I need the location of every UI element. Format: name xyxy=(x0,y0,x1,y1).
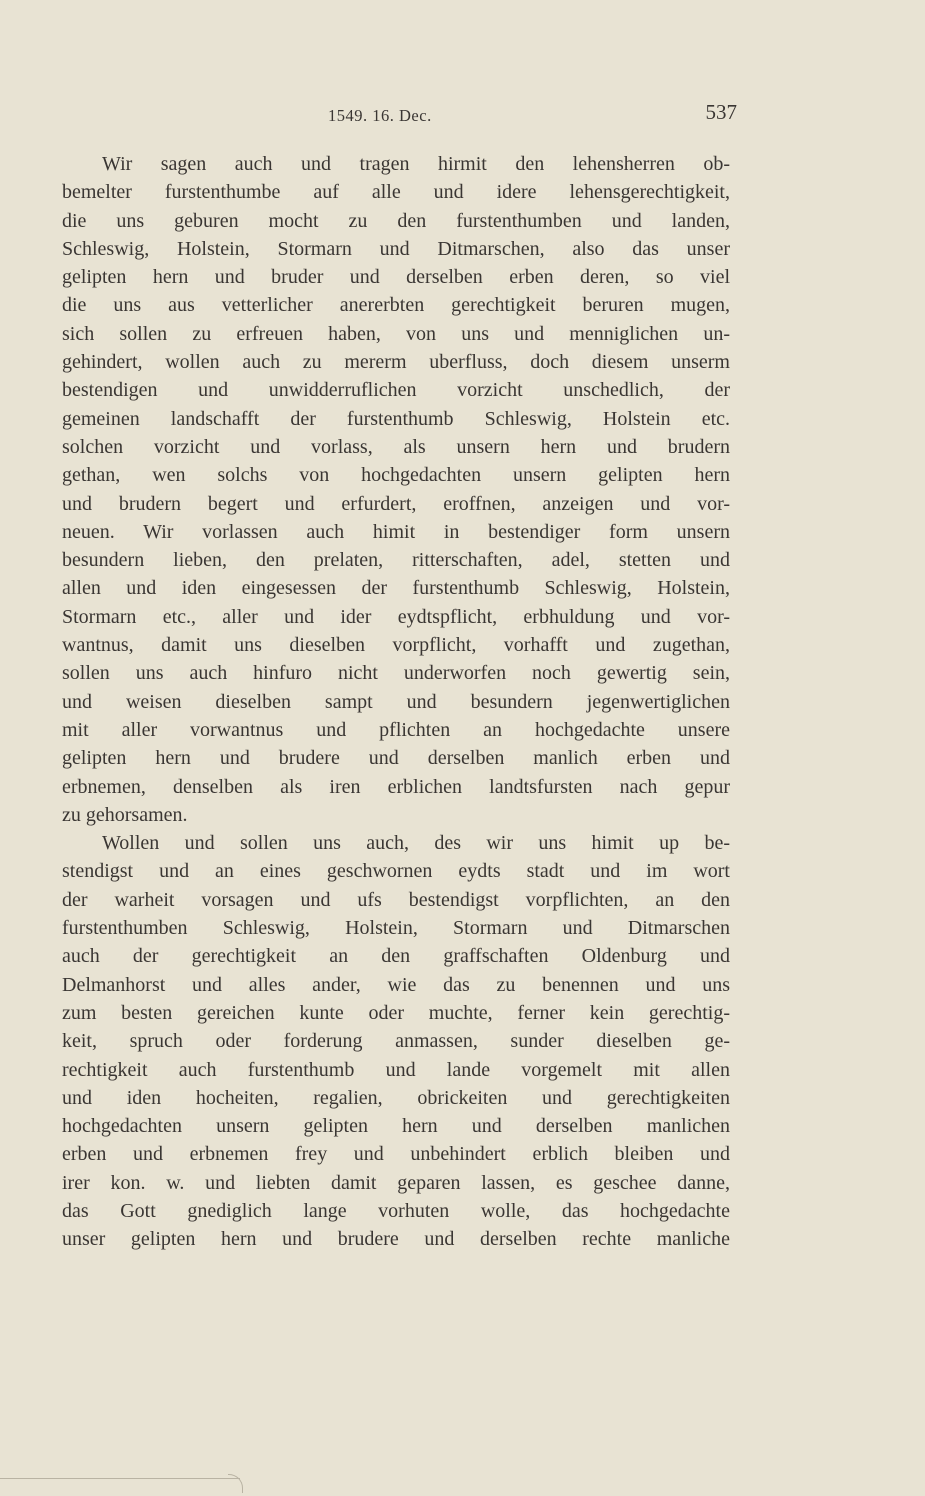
bottom-edge-curl xyxy=(228,1474,243,1493)
text-line: furstenthumben Schleswig, Holstein, Stormarn und Ditmarschen xyxy=(62,917,730,940)
text-line: stendigst und an eines geschwornen eydts stadt und im wort xyxy=(62,860,730,883)
text-line: Stormarn etc., aller und ider eydtspflicht, erbhuldung und vor- xyxy=(62,605,730,628)
text-line: Wollen und sollen uns auch, des wir uns himit up be- xyxy=(102,832,730,855)
text-line: das Gott gnediglich lange vorhuten wolle, das hochgedachte xyxy=(62,1199,730,1222)
page-header xyxy=(60,100,740,134)
text-line: auch der gerechtigkeit an den graffschaften Oldenburg und xyxy=(62,945,730,968)
text-line: keit, spruch oder forderung anmassen, sunder dieselben ge- xyxy=(62,1030,730,1053)
page-number: 537 xyxy=(705,100,737,124)
bottom-edge-rule xyxy=(0,1478,240,1479)
text-line: sich sollen zu erfreuen haben, von uns und menniglichen un- xyxy=(62,322,730,345)
text-line: gemeinen landschafft der furstenthumb Schleswig, Holstein etc. xyxy=(62,407,730,430)
text-line: und iden hocheiten, regalien, obrickeiten und gerechtigkeiten xyxy=(62,1086,730,1109)
text-line: die uns aus vetterlicher anererbten gerechtigkeit beruren mugen, xyxy=(62,294,730,317)
text-line: besundern lieben, den prelaten, ritterschaften, adel, stetten und xyxy=(62,549,730,572)
text-line: Delmanhorst und alles ander, wie das zu benennen und uns xyxy=(62,973,730,996)
running-head: 1549. 16. Dec. xyxy=(328,106,432,125)
text-line: Wir sagen auch und tragen hirmit den lehensherren ob- xyxy=(102,153,730,175)
text-line: bestendigen und unwidderruflichen vorzicht unschedlich, der xyxy=(62,379,730,402)
text-line: die uns geburen mocht zu den furstenthumben und landen, xyxy=(62,209,730,232)
text-line: erben und erbnemen frey und unbehindert erblich bleiben und xyxy=(62,1143,730,1166)
text-line: erbnemen, denselben als iren erblichen landtsfursten nach gepur xyxy=(62,775,730,798)
text-line: unser gelipten hern und brudere und derselben rechte manliche xyxy=(62,1228,730,1251)
text-line: solchen vorzicht und vorlass, als unsern hern und brudern xyxy=(62,435,730,458)
text-line: hochgedachten unsern gelipten hern und derselben manlichen xyxy=(62,1115,730,1138)
text-line: zum besten gereichen kunte oder muchte, ferner kein gerechtig- xyxy=(62,1001,730,1024)
text-line: und brudern begert und erfurdert, eroffnen, anzeigen und vor- xyxy=(62,492,730,515)
text-line: der warheit vorsagen und ufs bestendigst vorpflichten, an den xyxy=(62,888,730,911)
text-line: irer kon. w. und liebten damit geparen lassen, es geschee danne, xyxy=(62,1171,730,1194)
body-text xyxy=(62,150,730,1254)
text-line: rechtigkeit auch furstenthumb und lande vorgemelt mit allen xyxy=(62,1058,730,1081)
text-line: gethan, wen solchs von hochgedachten unsern gelipten hern xyxy=(62,464,730,487)
text-line: gelipten hern und brudere und derselben manlich erben und xyxy=(62,747,730,770)
text-line: neuen. Wir vorlassen auch himit in bestendiger form unsern xyxy=(62,520,730,543)
text-line: wantnus, damit uns dieselben vorpflicht, vorhafft und zugethan, xyxy=(62,634,730,657)
text-line: bemelter furstenthumbe auf alle und idere lehensgerechtigkeit, xyxy=(62,181,730,204)
text-line: gelipten hern und bruder und derselben erben deren, so viel xyxy=(62,266,730,289)
text-line: und weisen dieselben sampt und besundern jegenwertiglichen xyxy=(62,690,730,713)
text-line: allen und iden eingesessen der furstenthumb Schleswig, Holstein, xyxy=(62,577,730,600)
text-line: zu gehorsamen. xyxy=(62,803,188,826)
text-line: sollen uns auch hinfuro nicht underworfen noch gewertig sein, xyxy=(62,662,730,685)
text-line: mit aller vorwantnus und pflichten an hochgedachte unsere xyxy=(62,718,730,741)
text-line: gehindert, wollen auch zu mererm uberfluss, doch diesem unserm xyxy=(62,351,730,374)
text-line: Schleswig, Holstein, Stormarn und Ditmarschen, also das unser xyxy=(62,237,730,260)
